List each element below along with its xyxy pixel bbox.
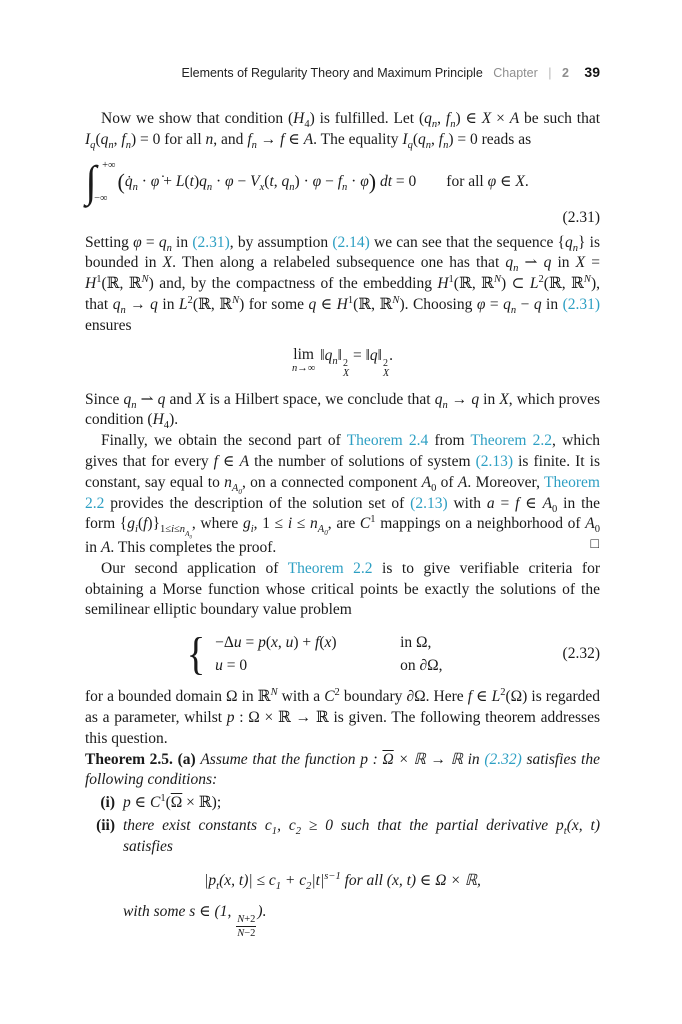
equation-limit-norm [85,346,600,382]
cross-reference-link[interactable]: (2.32) [484,750,522,768]
system-row-1-domain: in Ω, [400,634,432,652]
integral-sign: ∫ [85,156,97,206]
equation-2-32 [85,628,600,680]
theorem-assumption-text: Assume that the function p : $\overline{\Omega}$ × ℝ → ℝ in (2.32) satisfies the following conditions: [85,750,600,789]
qed-symbol: □ [590,536,599,552]
header-divider: | [548,66,552,80]
cross-reference-link[interactable]: (2.13) [410,494,448,512]
page-number: 39 [584,64,600,80]
paragraph-setting-phi: Setting $\varphi = q_n$ in (2.31), by assumption (2.14) we can see that the sequence $\{q_n\}$ is bounded in X. Then along a relabeled subsequence one has that $q_n$ ⇀ q in $X = H^1(ℝ$, ℝ$^N$) and, by the compactness of the embedding $H^1(ℝ$, ℝ$^N$) ⊂ $L^2(ℝ$, ℝ$^N$), that $q_n \to q$ in $L^2(ℝ$, ℝ$^N$) for some q ∈ $H^1(ℝ$, ℝ$^N$). Choosing $\varphi = q_n - q$ in (2.31) ensures [85,233,601,334]
limit-subscript: n→∞ [291,362,316,374]
paragraph-hilbert-space: Since $q_n$ ⇀ q and X is a Hilbert space, we conclude that $q_n \to q$ in X, which proves condition $(H_4)$. [85,390,601,432]
theorem-item-i [85,793,600,814]
integral-limits [94,159,116,204]
system-brace: { [186,628,206,680]
integral-upper-limit: +∞ [102,159,116,171]
item-i-label: (i) [100,794,115,812]
cross-reference-link[interactable]: Theorem 2.4 [346,432,429,450]
theorem-part-label: (a) [177,750,196,768]
equation-2-31 [85,156,600,227]
chapter-number: 2 [561,66,569,80]
system-rows [215,631,442,677]
item-ii-label: (ii) [96,816,115,834]
equation-qualifier: for all φ ∈ X. [446,173,529,191]
cross-reference-link[interactable]: Theorem 2.2 [470,432,553,450]
system-row-2-domain: on ∂Ω, [400,657,443,675]
chapter-label: Chapter [493,66,538,80]
boundary-value-system [185,628,443,680]
system-row-1: −Δu = p(x, u) + f(x) in Ω, [215,631,442,654]
theorem-2-5-statement [85,750,600,792]
paragraph-second-application: Our second application of Theorem 2.2 is to give verifiable criteria for obtaining a Morse function whose critical points be exactly the solutions of the semilinear elliptic boundary value problem [85,559,600,619]
item-i-body: p ∈ $C^1(\overline{\Omega}$ × ℝ); [123,793,222,812]
running-header [85,64,600,81]
cross-reference-link[interactable]: Theorem 2.2 [85,473,600,512]
theorem-heading: Theorem 2.5. [85,750,173,768]
cross-reference-link[interactable]: (2.31) [562,295,601,313]
theorem-item-ii [85,816,600,858]
equation-number-2-32: (2.32) [562,645,600,663]
equation-number-2-31: (2.31) [562,208,600,226]
cross-reference-link[interactable]: (2.14) [332,233,370,251]
limit-equation-body: $‖q_n‖$ 2 X = ‖q‖ 2 X . [320,346,394,379]
fraction: $\frac{N+2}{N-2}$ [237,913,256,939]
running-title: Elements of Regularity Theory and Maximum Principle [181,66,483,80]
paragraph-bounded-domain: for a bounded domain Ω in ℝ$^N$ with a $C^2$ boundary ∂Ω. Here f ∈ $L^2(\Omega)$ is regarded as a parameter, whilst p : Ω × ℝ → ℝ is given. The following theorem addresses this question. [85,687,600,747]
equation-2-31-expression [85,156,600,206]
integrand: ($q̇_n$ · φ̇ + $L(t)q_n \cdot \varphi - V_x(t$, $q_n) \cdot \varphi - f_n \cdot \varphi$) dt = 0 [117,168,417,194]
paragraph-condition-h4: Now we show that condition $(H_4)$ is fulfilled. Let ($q_n$, $f_n$) ∈ X × A be such that $I_q(q_n$, $f_n) = 0$ for all n, and $f_n \to f$ ∈ A. The equality $I_q(q_n$, $f_n) = 0$ reads as [85,110,601,151]
system-row-2: u = 0 on ∂Ω, [215,654,442,677]
paragraph-with-some-s: with some s ∈ (1, $\frac{N+2}{N-2}$ ). [123,902,267,939]
cross-reference-link[interactable]: Theorem 2.2 [287,559,373,577]
cross-reference-link[interactable]: (2.31) [192,233,230,251]
item-ii-body: there exist constants $c_1$, $c_2 \ge 0$ such that the partial derivative $p_t(x$, t) satisfies [123,816,600,855]
paragraph-proof-end: Finally, we obtain the second part of Theorem 2.4 from Theorem 2.2, which gives that for every f ∈ A the number of solutions of system (2.13) is finite. It is constant, say equal to $n_{A_0}$, on a connected component $A_0$ of A. Moreover, Theorem 2.2 provides the description of the solution set of (2.13) with a = f ∈ $A_0$ in the form $\{g_i(f)\}_{1\le i\le n_{A_0}}$, where $g_i$, $1 \le i \le n_{A_0}$, are $C^1$ mappings on a neighborhood of $A_0$ in A. This completes the proof. □ [85,432,601,556]
integral-lower-limit: −∞ [94,192,108,204]
cross-reference-link[interactable]: (2.13) [475,452,514,470]
equation-growth-condition: $|p_t(x$, $t)| \le c_1 + c_2|t|^{s-1}$ for all (x, t) ∈ Ω × ℝ, [204,870,481,892]
limit-operator: lim n→∞ [291,345,316,374]
